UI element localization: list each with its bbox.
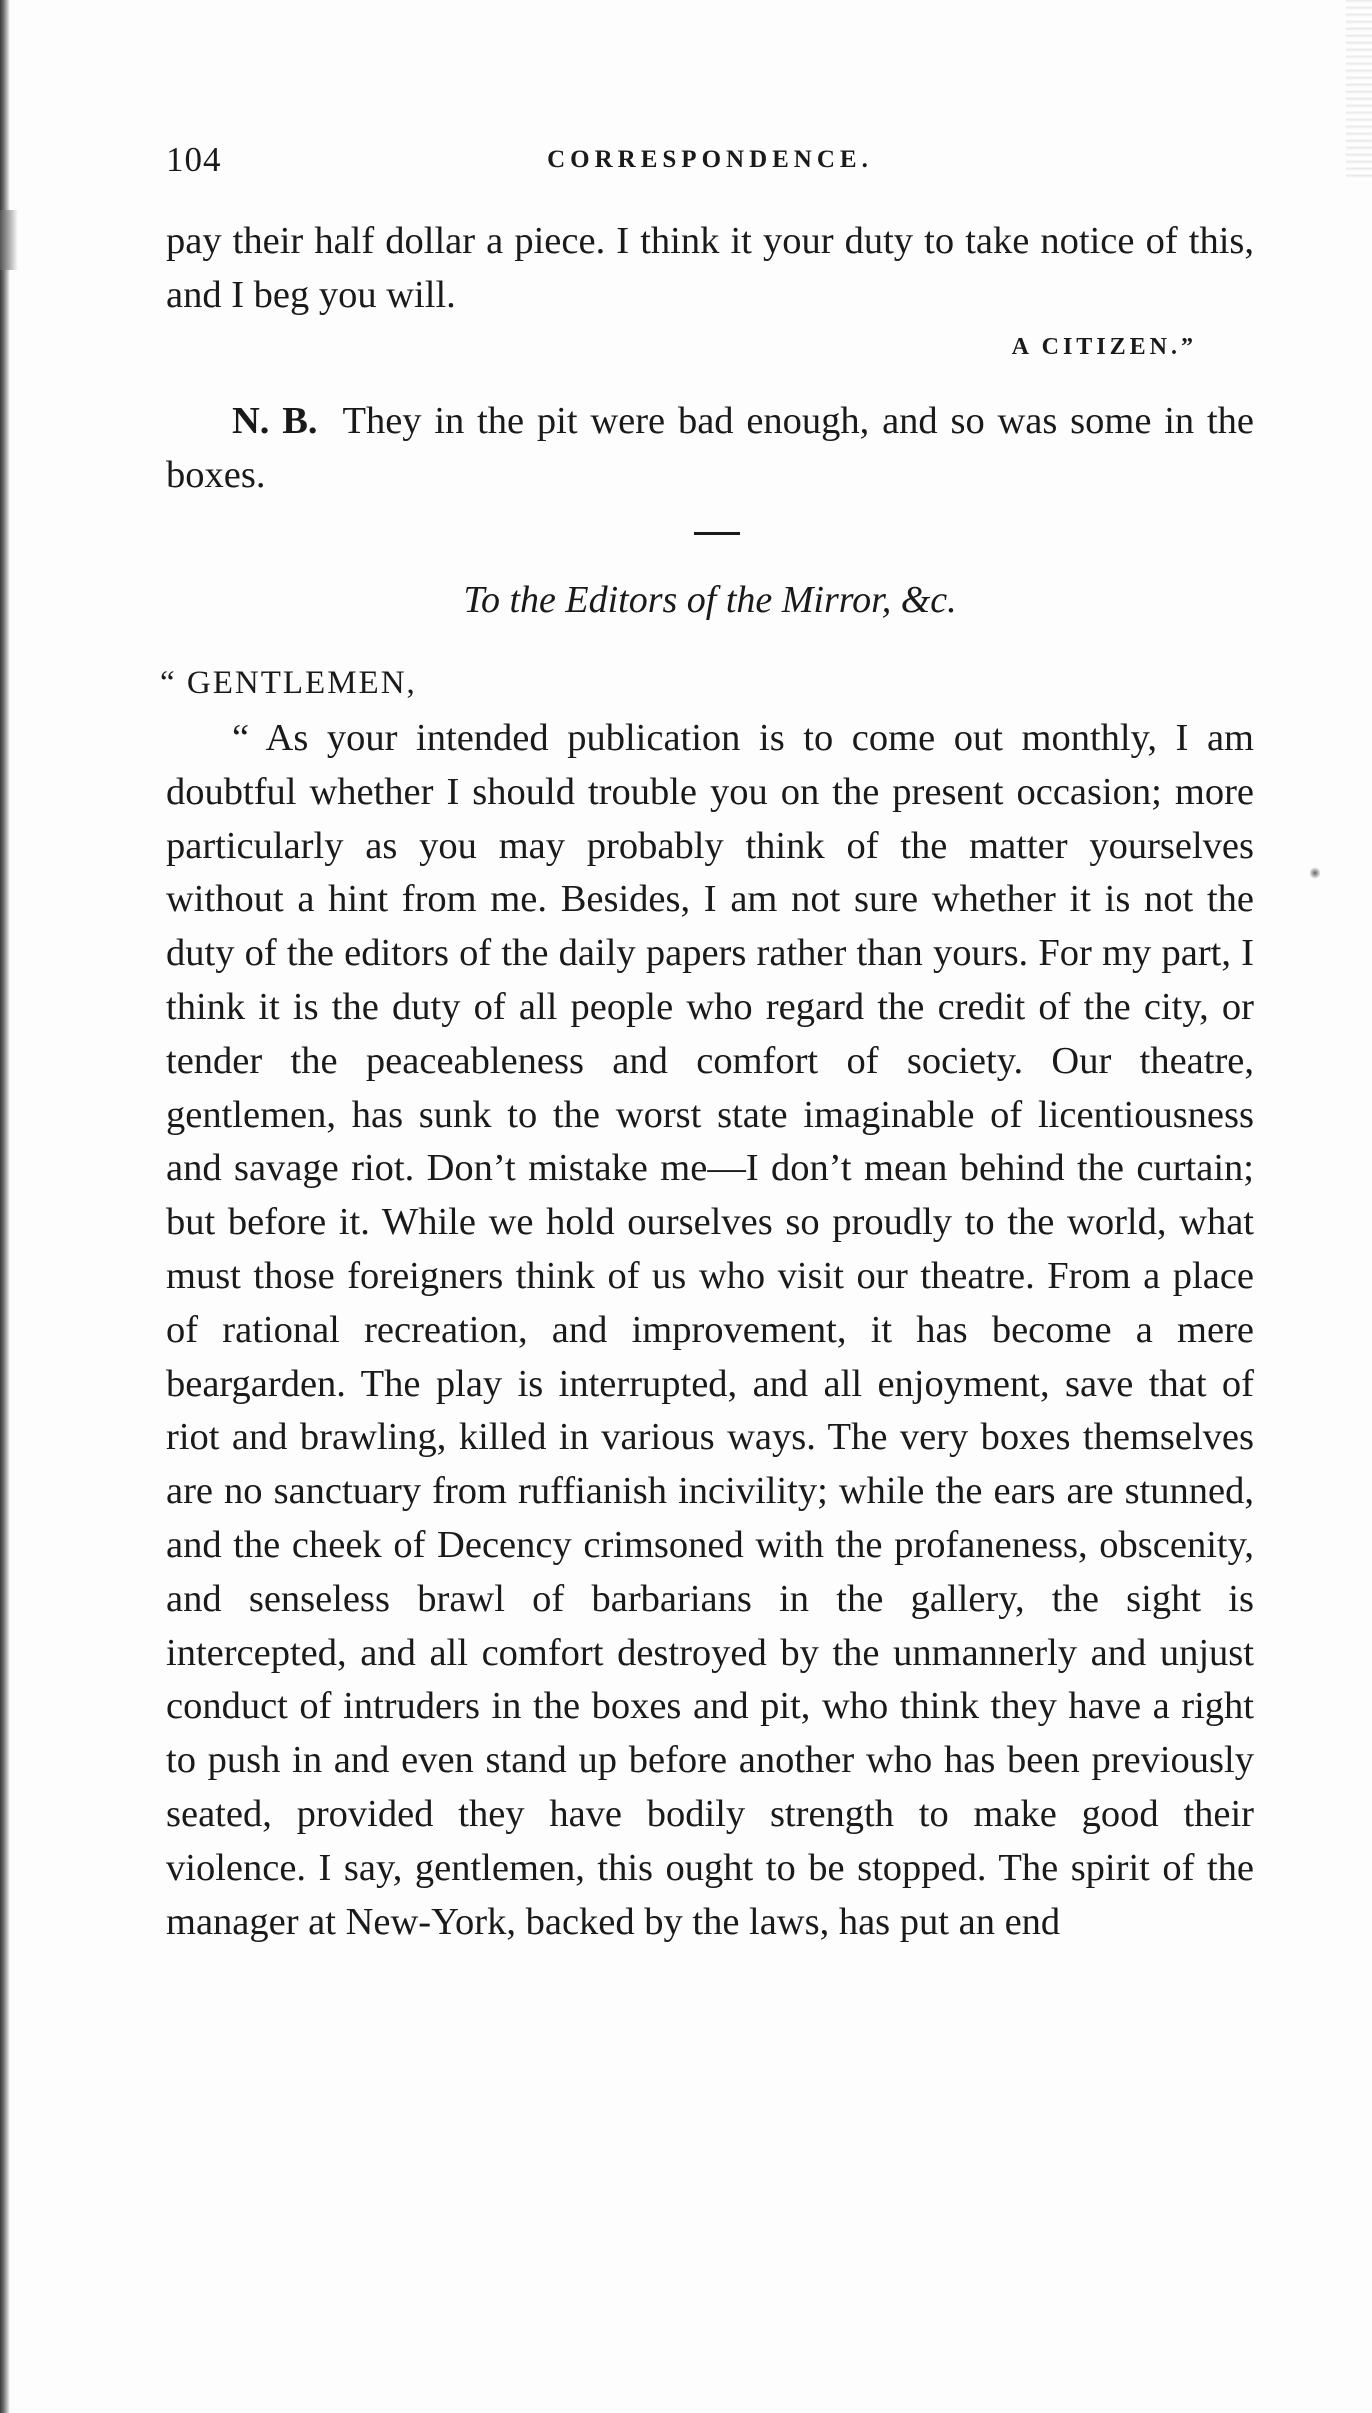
nb-label: N. B. — [232, 400, 318, 442]
continued-paragraph: pay their half dollar a piece. I think it your duty to take notice of this, and I beg you will. — [166, 220, 1254, 316]
letter-heading: To the Editors of the Mirror, &c. — [463, 579, 957, 621]
section-divider — [694, 532, 740, 535]
page-number: 104 — [166, 140, 222, 179]
salutation: “ GENTLEMEN, — [160, 665, 417, 701]
nb-text: They in the pit were bad enough, and so was some in the boxes. — [166, 400, 1255, 496]
margin-speck — [1310, 858, 1320, 888]
letter-body: “ As your intended publication is to come out monthly, I am doubtful whether I should trouble you on the present occasion; more particularly as you may probably think of the matter yourselves without a hint from me. Besides, I am not sure whether it is not the duty of the editors of the daily papers rather than yours. For my part, I think it is the duty of all people who regard the credit of the city, or tender the peaceableness and comfort of society. Our theatre, gentlemen, has sunk to the worst state imaginable of licentiousness and savage riot. Don’t mistake me—I don’t mean behind the curtain; but before it. While we hold ourselves so proudly to the world, what must those foreigners think of us who visit our theatre. From a place of rational recreation, and improvement, it has become a mere beargarden. The play is interrupted, and all enjoyment, save that of riot and brawling, killed in various ways. The very boxes themselves are no sanctuary from ruffianish incivility; while the ears are stunned, and the cheek of Decency crimsoned with the profaneness, obscenity, and senseless brawl of barbarians in the gallery, the sight is intercepted, and all comfort destroyed by the unmannerly and unjust conduct of intruders in the boxes and pit, who think they have a right to push in and even stand up before another who has been previously seated, provided they have bodily strength to make good their violence. I say, gentlemen, this ought to be stopped. The spirit of the manager at New-York, backed by the laws, has put an end — [166, 717, 1254, 1943]
page-edge-noise — [1346, 0, 1372, 180]
nb-paragraph — [166, 395, 1254, 503]
binding-edge — [0, 0, 10, 2413]
page-header — [166, 140, 1254, 180]
binding-mark — [0, 210, 18, 270]
running-head: CORRESPONDENCE. — [547, 146, 873, 173]
signature: A CITIZEN.” — [1011, 334, 1197, 360]
